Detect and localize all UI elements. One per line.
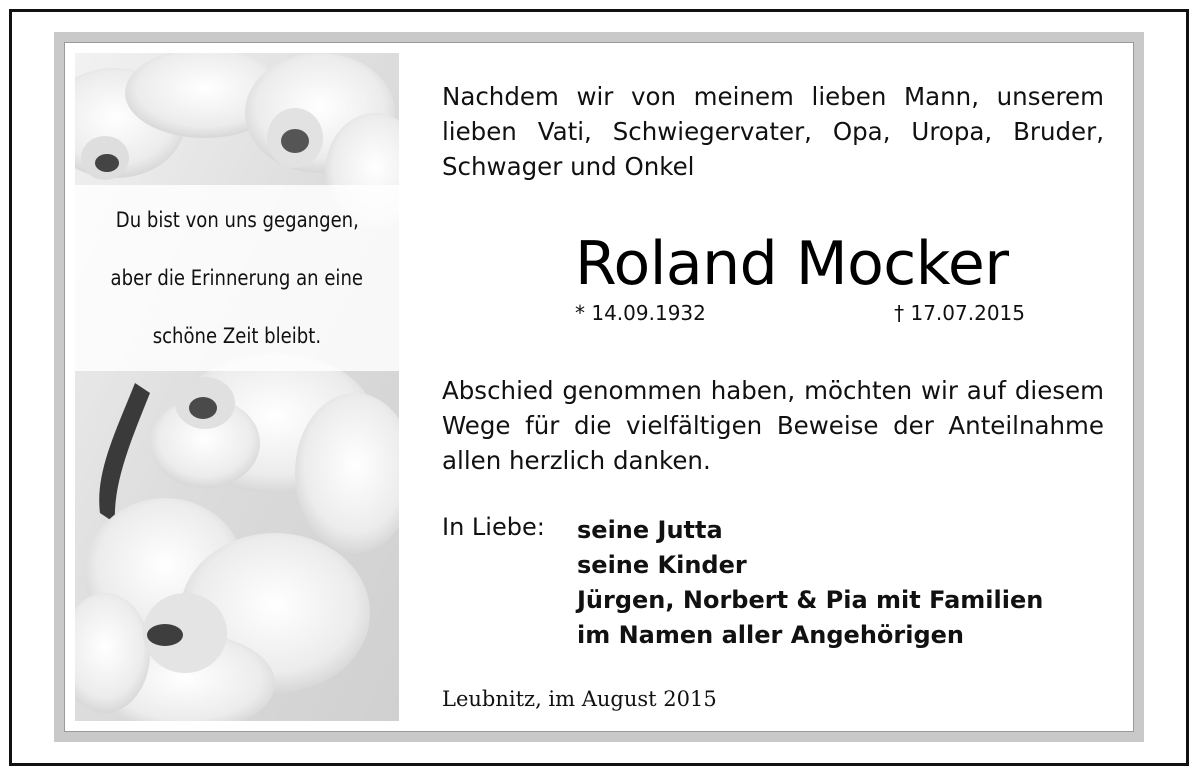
thanks-line: Wege für die vielfältigen Beweise der Anteilnahme [442,411,1104,440]
deceased-block [575,229,1025,331]
quote-line: schöne Zeit bleibt. [152,324,322,348]
death-date: † 17.07.2015 [894,301,1025,325]
quote-line: aber die Erinnerung an eine [110,266,364,290]
thanks-paragraph [442,373,1104,478]
signer-name: seine Kinder [577,551,747,579]
notice-text-column [442,79,1104,711]
quote-line: Du bist von uns gegangen, [115,208,359,232]
notice-card [64,42,1134,732]
place-and-date: Leubnitz, im August 2015 [442,687,717,711]
signers-list [577,513,1043,653]
deceased-name: Roland Mocker [575,229,1009,299]
intro-line: lieben Vati, Schwiegervater, Opa, Uropa, Bruder, [442,117,1104,146]
grey-border-band [54,32,1144,742]
orchid-illustration [75,53,399,721]
outer-frame [9,9,1189,766]
intro-paragraph [442,79,1104,184]
thanks-line: allen herzlich danken. [442,446,711,475]
signer-name: Jürgen, Norbert & Pia mit Familien [577,586,1044,614]
orchid-photo [75,53,399,721]
signer-name: im Namen aller Angehörigen [577,621,965,649]
quote-box [75,185,399,371]
intro-line: Schwager und Onkel [442,152,695,181]
birth-date: * 14.09.1932 [575,301,706,325]
signer-name: seine Jutta [577,516,723,544]
signers-label: In Liebe: [442,513,545,541]
thanks-line: Abschied genommen haben, möchten wir auf diesem [442,376,1104,405]
life-dates [575,301,1025,331]
intro-line: Nachdem wir von meinem lieben Mann, unserem [442,82,1104,111]
